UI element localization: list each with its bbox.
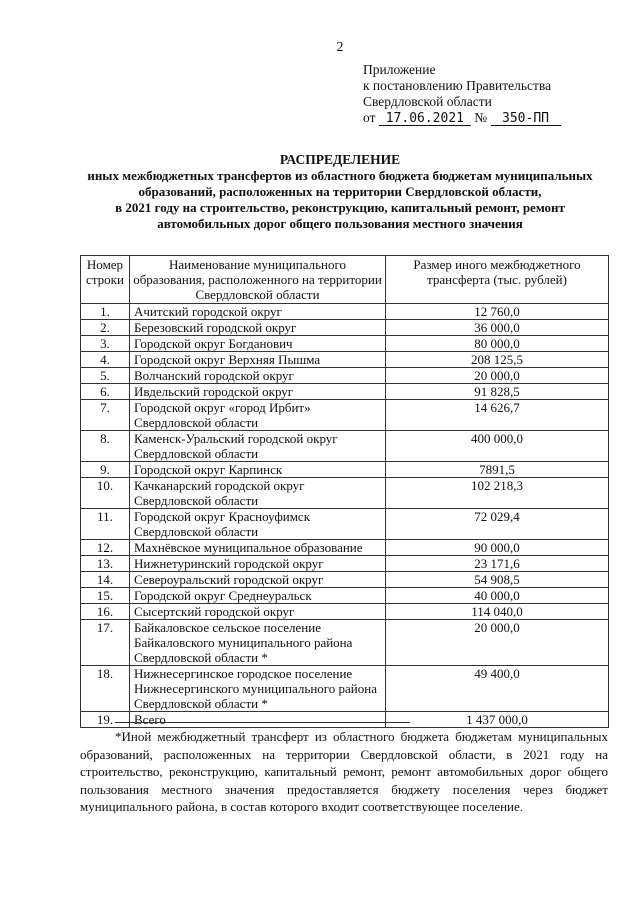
table-row (81, 384, 609, 400)
table-row (81, 368, 609, 384)
table-row (81, 540, 609, 556)
row-number: 16. (81, 604, 130, 620)
transfer-amount: 20 000,0 (386, 620, 609, 666)
transfer-amount: 72 029,4 (386, 509, 609, 540)
row-number: 13. (81, 556, 130, 572)
table-row (81, 336, 609, 352)
municipality-name: Березовский городской округ (130, 320, 386, 336)
table-row (81, 431, 609, 462)
table-row (81, 478, 609, 509)
appendix-line: Приложение (363, 62, 436, 77)
table-row (81, 462, 609, 478)
page-number: 2 (336, 40, 344, 55)
transfer-amount: 102 218,3 (386, 478, 609, 509)
transfer-amount: 14 626,7 (386, 400, 609, 431)
table-row (81, 352, 609, 368)
table-row (81, 320, 609, 336)
row-number: 2. (81, 320, 130, 336)
municipality-name: Байкаловское сельское поселение Байкаловского муниципального района Свердловской области * (130, 620, 386, 666)
municipality-name: Городской округ Богданович (130, 336, 386, 352)
row-number: 15. (81, 588, 130, 604)
table-row (81, 712, 609, 728)
municipality-name: Всего (130, 712, 386, 728)
municipality-name: Качканарский городской округ Свердловской области (130, 478, 386, 509)
row-number: 11. (81, 509, 130, 540)
footnote-divider (115, 722, 410, 723)
table-header-row (81, 256, 609, 304)
row-number: 19. (81, 712, 130, 728)
municipality-name: Ивдельский городской округ (130, 384, 386, 400)
appendix-line: к постановлению Правительства (363, 78, 552, 93)
transfer-amount: 91 828,5 (386, 384, 609, 400)
transfer-amount: 80 000,0 (386, 336, 609, 352)
row-number: 9. (81, 462, 130, 478)
row-number: 5. (81, 368, 130, 384)
table-row (81, 509, 609, 540)
header-amount: Размер иного межбюджетного трансферта (тыс. рублей) (386, 256, 609, 304)
municipality-name: Волчанский городской округ (130, 368, 386, 384)
title-heading: РАСПРЕДЕЛЕНИЕ (279, 152, 401, 167)
title-line: иных межбюджетных трансфертов из областного бюджета бюджетам муниципальных (87, 168, 593, 183)
row-number: 14. (81, 572, 130, 588)
table-row (81, 588, 609, 604)
transfer-amount: 400 000,0 (386, 431, 609, 462)
municipality-name: Нижнесергинское городское поселение Нижнесергинского муниципального района Свердловской области * (130, 666, 386, 712)
header-name: Наименование муниципального образования, расположенного на территории Свердловской области (130, 256, 386, 304)
transfer-amount: 40 000,0 (386, 588, 609, 604)
row-number: 12. (81, 540, 130, 556)
date-prefix: от (363, 110, 376, 125)
table-row (81, 572, 609, 588)
footnote: *Иной межбюджетный трансферт из областного бюджета бюджетам муниципальных образований, расположенных на территории Свердловской области, в 2021 году на строительство, реконструкцию, капитальный ремонт, ремонт автомобильных дорог общего пользования местного значения предоставляется бюджету поселения через бюджет муниципального района, в состав которого входит соответствующее поселение. (80, 729, 608, 814)
decree-number: 350-ПП (491, 112, 561, 126)
table-row (81, 604, 609, 620)
transfer-amount: 54 908,5 (386, 572, 609, 588)
transfer-amount: 36 000,0 (386, 320, 609, 336)
distribution-table (80, 255, 609, 728)
row-number: 1. (81, 304, 130, 320)
transfer-amount: 49 400,0 (386, 666, 609, 712)
document-title (60, 152, 620, 232)
transfer-amount: 23 171,6 (386, 556, 609, 572)
table-row (81, 620, 609, 666)
municipality-name: Городской округ Красноуфимск Свердловской области (130, 509, 386, 540)
municipality-name: Городской округ «город Ирбит» Свердловской области (130, 400, 386, 431)
header-row-number: Номер строки (81, 256, 130, 304)
table-row (81, 304, 609, 320)
municipality-name: Каменск-Уральский городской округ Свердловской области (130, 431, 386, 462)
municipality-name: Ачитский городской округ (130, 304, 386, 320)
municipality-name: Городской округ Карпинск (130, 462, 386, 478)
table-row (81, 556, 609, 572)
table-row (81, 666, 609, 712)
municipality-name: Городской округ Среднеуральск (130, 588, 386, 604)
row-number: 4. (81, 352, 130, 368)
municipality-name: Махнёвское муниципальное образование (130, 540, 386, 556)
transfer-amount: 114 040,0 (386, 604, 609, 620)
municipality-name: Североуральский городской округ (130, 572, 386, 588)
transfer-amount: 208 125,5 (386, 352, 609, 368)
transfer-amount: 20 000,0 (386, 368, 609, 384)
title-line: автомобильных дорог общего пользования местного значения (157, 216, 523, 231)
decree-date: 17.06.2021 (379, 112, 471, 126)
transfer-amount: 90 000,0 (386, 540, 609, 556)
title-line: в 2021 году на строительство, реконструкцию, капитальный ремонт, ремонт (115, 200, 565, 215)
row-number: 10. (81, 478, 130, 509)
row-number: 8. (81, 431, 130, 462)
appendix-line: Свердловской области (363, 94, 492, 109)
transfer-amount: 12 760,0 (386, 304, 609, 320)
municipality-name: Нижнетуринский городской округ (130, 556, 386, 572)
row-number: 18. (81, 666, 130, 712)
row-number: 6. (81, 384, 130, 400)
row-number: 3. (81, 336, 130, 352)
municipality-name: Городской округ Верхняя Пышма (130, 352, 386, 368)
decree-reference (363, 110, 561, 126)
row-number: 17. (81, 620, 130, 666)
transfer-amount: 1 437 000,0 (386, 712, 609, 728)
row-number: 7. (81, 400, 130, 431)
transfer-amount: 7891,5 (386, 462, 609, 478)
appendix-block (363, 62, 561, 126)
municipality-name: Сысертский городской округ (130, 604, 386, 620)
number-prefix: № (474, 110, 488, 125)
title-line: образований, расположенных на территории Свердловской области, (138, 184, 542, 199)
table-row (81, 400, 609, 431)
